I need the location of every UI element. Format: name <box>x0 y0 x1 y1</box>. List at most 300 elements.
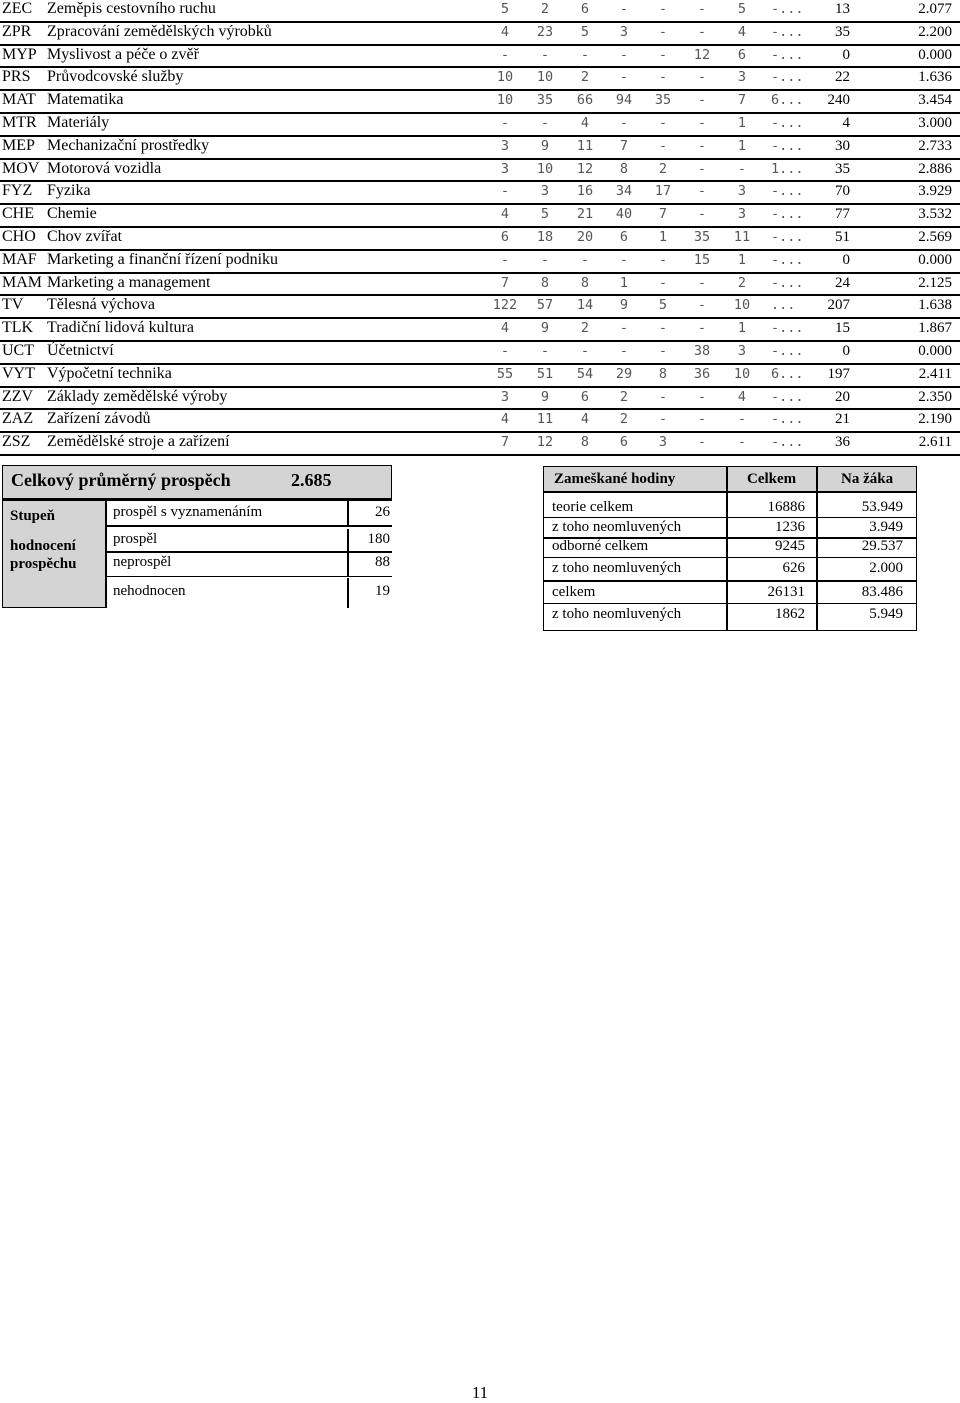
absence-row-label: z toho neomluvených <box>552 606 682 622</box>
grade-count: -... <box>771 1 804 17</box>
grade-count: - <box>697 206 707 223</box>
grade-count: - <box>697 434 707 451</box>
grade-count: - <box>697 274 707 291</box>
subject-code: ZAZ <box>2 410 34 428</box>
subject-row <box>0 137 960 160</box>
grade-count: 4 <box>500 320 510 337</box>
grade-count: - <box>697 137 707 154</box>
prospech-row-label: prospěl s vyznamenáním <box>113 504 263 520</box>
subject-name: Matematika <box>47 91 124 109</box>
grade-count: -... <box>771 342 804 359</box>
grade-count: 5 <box>580 23 590 40</box>
grade-count: 1 <box>737 251 747 268</box>
grade-count: 51 <box>536 365 554 382</box>
subject-count: 22 <box>835 69 850 86</box>
grade-count: 4 <box>500 411 510 428</box>
grade-count: 4 <box>580 114 590 131</box>
absence-row-label: celkem <box>552 584 596 600</box>
grade-count: 11 <box>576 137 594 154</box>
subject-name: Mechanizační prostředky <box>47 136 210 154</box>
grade-count: 10 <box>536 69 554 86</box>
prospech-row-value: 88 <box>375 554 390 570</box>
grade-count: 9 <box>540 320 550 337</box>
subject-count: 0 <box>842 46 850 63</box>
grade-count: 3 <box>737 206 747 223</box>
absence-row-label: z toho neomluvených <box>552 560 682 576</box>
grade-count: 6 <box>500 228 510 245</box>
prospech-row-label: nehodnocen <box>113 583 186 599</box>
grade-count: - <box>697 320 707 337</box>
subject-code: VYT <box>2 364 35 382</box>
grade-count: 6 <box>619 228 629 245</box>
grade-count: -... <box>771 69 804 86</box>
subject-row <box>0 0 960 23</box>
grade-count: 66 <box>576 92 594 109</box>
grade-count: 15 <box>693 251 711 268</box>
subject-row <box>0 410 960 433</box>
grade-count: - <box>658 388 668 405</box>
subject-name: Marketing a finanční řízení podniku <box>47 250 279 268</box>
grade-count: 6 <box>737 46 747 63</box>
prospech-label-1: Stupeň <box>10 508 56 524</box>
absence-row-total: 626 <box>782 560 805 576</box>
grade-count: 10 <box>536 160 554 177</box>
grade-count: 3 <box>500 137 510 154</box>
absence-header-total: Celkem <box>747 471 797 487</box>
absence-row-per: 5.949 <box>869 606 903 622</box>
subject-average: 2.611 <box>918 434 952 451</box>
subject-name: Průvodcovské služby <box>47 68 184 86</box>
subject-code: ZZV <box>2 387 34 405</box>
grade-count: 2 <box>540 1 550 17</box>
grade-count: 6 <box>580 1 590 17</box>
subject-name: Zpracování zemědělských výrobků <box>47 22 272 40</box>
grade-count: - <box>697 92 707 109</box>
grade-count: -... <box>771 274 804 291</box>
prospech-row-label: prospěl <box>113 531 158 547</box>
grade-count: -... <box>771 411 804 428</box>
grade-count: 4 <box>580 411 590 428</box>
subject-code: MAM <box>2 273 43 291</box>
subject-row <box>0 433 960 456</box>
grade-count: 1 <box>658 228 668 245</box>
grade-count: 8 <box>580 434 590 451</box>
subject-code: MOV <box>2 159 40 177</box>
subject-average: 1.867 <box>918 320 952 337</box>
subject-count: 0 <box>842 342 850 359</box>
grade-count: 17 <box>654 183 672 200</box>
grade-count: - <box>658 69 668 86</box>
absence-row-per: 83.486 <box>861 584 903 600</box>
grade-count: 94 <box>615 92 633 109</box>
grade-count: 21 <box>576 206 594 223</box>
subject-code: MAT <box>2 91 36 109</box>
subject-code: MTR <box>2 113 37 131</box>
grade-count: 3 <box>737 183 747 200</box>
prospech-row <box>107 553 392 577</box>
subject-code: MYP <box>2 45 37 63</box>
prospech-label-2: hodnocení prospěchu <box>10 538 77 572</box>
grade-count: 7 <box>658 206 668 223</box>
subject-count: 70 <box>835 183 850 200</box>
absence-header-per: Na žáka <box>841 471 894 487</box>
grade-count: - <box>658 114 668 131</box>
subject-code: MEP <box>2 136 35 154</box>
grade-count: - <box>697 411 707 428</box>
grade-count: 7 <box>619 137 629 154</box>
subject-average: 3.532 <box>918 206 952 223</box>
subject-count: 36 <box>835 434 850 451</box>
grade-count: 4 <box>737 23 747 40</box>
grade-count: - <box>619 320 629 337</box>
grade-count: -... <box>771 434 804 451</box>
absence-row-label: z toho neomluvených <box>552 519 682 535</box>
subject-average: 3.454 <box>918 92 952 109</box>
grade-count: 12 <box>693 46 711 63</box>
grade-count: 18 <box>536 228 554 245</box>
subject-count: 24 <box>835 274 850 291</box>
grade-count: 40 <box>615 206 633 223</box>
subject-average: 2.886 <box>918 160 952 177</box>
absence-header <box>544 467 916 493</box>
grade-count: 2 <box>619 388 629 405</box>
grade-count: 1 <box>619 274 629 291</box>
grade-count: - <box>500 46 510 63</box>
grade-count: 6... <box>771 365 804 382</box>
grade-count: - <box>658 137 668 154</box>
subject-count: 4 <box>842 114 850 131</box>
subject-code: UCT <box>2 341 34 359</box>
grade-count: 35 <box>654 92 672 109</box>
prospech-row <box>107 578 392 608</box>
grade-count: - <box>540 251 550 268</box>
grade-count: ... <box>771 297 796 314</box>
grade-count: -... <box>771 46 804 63</box>
grade-count: 14 <box>576 297 594 314</box>
subject-name: Chov zvířat <box>47 227 123 245</box>
grade-count: 8 <box>540 274 550 291</box>
absence-row-total: 9245 <box>775 538 805 554</box>
prospech-row-label: neprospěl <box>113 554 172 570</box>
subject-average: 2.411 <box>918 365 952 382</box>
grade-count: 7 <box>737 92 747 109</box>
subject-average: 1.638 <box>918 297 952 314</box>
grade-count: - <box>697 388 707 405</box>
grade-count: 4 <box>500 206 510 223</box>
grade-count: 8 <box>580 274 590 291</box>
grade-count: - <box>658 342 668 359</box>
subject-code: CHO <box>2 227 36 245</box>
grade-count: - <box>619 1 629 17</box>
grade-count: 5 <box>737 1 747 17</box>
grade-count: 5 <box>658 297 668 314</box>
grade-count: 9 <box>540 388 550 405</box>
subject-name: Tělesná výchova <box>47 296 155 314</box>
grade-count: 16 <box>576 183 594 200</box>
subject-average: 2.569 <box>918 228 952 245</box>
subject-count: 0 <box>842 251 850 268</box>
subject-row <box>0 296 960 319</box>
subject-name: Marketing a management <box>47 273 211 291</box>
prospech-row-value: 19 <box>375 583 390 599</box>
grade-count: 36 <box>693 365 711 382</box>
grade-count: 29 <box>615 365 633 382</box>
grade-count: - <box>540 114 550 131</box>
subject-average: 2.077 <box>918 1 952 17</box>
subject-count: 13 <box>835 1 850 17</box>
grade-count: - <box>619 251 629 268</box>
grade-count: -... <box>771 137 804 154</box>
absence-row-total: 1236 <box>775 519 805 535</box>
grade-count: 6... <box>771 92 804 109</box>
grade-count: - <box>658 1 668 17</box>
grade-count: - <box>658 23 668 40</box>
subject-row <box>0 182 960 205</box>
grade-count: 35 <box>536 92 554 109</box>
subject-row <box>0 251 960 274</box>
grade-count: - <box>658 46 668 63</box>
subject-count: 207 <box>827 297 850 314</box>
subject-average: 0.000 <box>918 342 952 359</box>
grade-count: 3 <box>619 23 629 40</box>
subject-code: TV <box>2 296 24 314</box>
prospech-rows <box>105 501 392 608</box>
absence-row-total: 1862 <box>775 606 805 622</box>
subject-count: 77 <box>835 206 850 223</box>
grade-count: - <box>697 23 707 40</box>
grade-count: - <box>580 342 590 359</box>
grade-count: 34 <box>615 183 633 200</box>
grade-count: - <box>737 160 747 177</box>
grade-count: 6 <box>619 434 629 451</box>
subject-row <box>0 228 960 251</box>
subject-code: ZEC <box>2 0 33 17</box>
grade-count: 55 <box>496 365 514 382</box>
grade-count: - <box>658 251 668 268</box>
prospech-row <box>107 501 392 527</box>
prospech-row-value: 26 <box>375 504 390 520</box>
grade-count: 8 <box>619 160 629 177</box>
subject-code: ZPR <box>2 22 32 40</box>
subject-count: 21 <box>835 411 850 428</box>
grade-count: 23 <box>536 23 554 40</box>
subject-code: ZSZ <box>2 433 31 451</box>
subject-code: PRS <box>2 68 31 86</box>
grade-count: - <box>580 251 590 268</box>
subject-average: 2.200 <box>918 23 952 40</box>
grade-count: - <box>697 160 707 177</box>
grade-count: - <box>500 342 510 359</box>
grade-count: 1 <box>737 137 747 154</box>
grade-count: -... <box>771 228 804 245</box>
grade-count: 2 <box>737 274 747 291</box>
grade-count: 1 <box>737 320 747 337</box>
grade-count: 6 <box>580 388 590 405</box>
subject-count: 35 <box>835 23 850 40</box>
grade-count: -... <box>771 388 804 405</box>
grade-count: 4 <box>500 23 510 40</box>
absence-row-label: odborné celkem <box>552 538 649 554</box>
absence-header-label: Zameškané hodiny <box>554 471 676 487</box>
grade-count: 122 <box>492 297 518 314</box>
grade-count: 3 <box>500 388 510 405</box>
absence-row-per: 2.000 <box>869 560 903 576</box>
grade-count: - <box>697 183 707 200</box>
grade-count: 9 <box>540 137 550 154</box>
subject-average: 3.929 <box>918 183 952 200</box>
grade-count: - <box>619 69 629 86</box>
absence-row-per: 53.949 <box>861 499 903 515</box>
grade-count: - <box>658 274 668 291</box>
subject-name: Zařízení závodů <box>47 410 151 428</box>
grade-count: - <box>697 1 707 17</box>
grade-count: - <box>737 411 747 428</box>
subject-row <box>0 23 960 46</box>
prospech-title: Celkový průměrný prospěch <box>11 470 231 490</box>
subject-average: 2.733 <box>918 137 952 154</box>
grade-count: 3 <box>737 342 747 359</box>
subject-code: CHE <box>2 205 34 223</box>
subjects-table <box>0 0 960 456</box>
grade-count: -... <box>771 183 804 200</box>
subject-row <box>0 91 960 114</box>
subject-count: 20 <box>835 388 850 405</box>
absence-row-total: 26131 <box>767 584 805 600</box>
subject-name: Myslivost a péče o zvěř <box>47 45 199 63</box>
absence-table <box>543 466 917 631</box>
page-number: 11 <box>471 1383 489 1402</box>
grade-count: - <box>500 183 510 200</box>
grade-count: 7 <box>500 274 510 291</box>
subject-row <box>0 388 960 411</box>
subject-name: Materiály <box>47 113 110 131</box>
subject-name: Zemědělské stroje a zařízení <box>47 433 230 451</box>
subject-row <box>0 205 960 228</box>
grade-count: 1... <box>771 160 804 177</box>
absence-row-per: 3.949 <box>869 519 903 535</box>
subject-name: Chemie <box>47 205 97 223</box>
grade-count: - <box>658 320 668 337</box>
subject-code: FYZ <box>2 182 33 200</box>
grade-count: 3 <box>500 160 510 177</box>
subject-row <box>0 114 960 137</box>
grade-count: 10 <box>733 297 751 314</box>
grade-count: 5 <box>540 206 550 223</box>
grade-count: 10 <box>496 92 514 109</box>
grade-count: -... <box>771 23 804 40</box>
subject-average: 0.000 <box>918 251 952 268</box>
grade-count: 4 <box>737 388 747 405</box>
grade-count: - <box>697 297 707 314</box>
absence-row-per: 29.537 <box>861 538 903 554</box>
subject-average: 1.636 <box>918 69 952 86</box>
grade-count: 2 <box>619 411 629 428</box>
absence-row <box>544 559 916 581</box>
prospech-row-value: 180 <box>367 531 390 547</box>
prospech-box <box>2 465 392 608</box>
subject-name: Fyzika <box>47 182 91 200</box>
subject-row <box>0 319 960 342</box>
grade-count: 7 <box>500 434 510 451</box>
subject-code: TLK <box>2 319 34 337</box>
subject-code: MAF <box>2 250 37 268</box>
grade-count: - <box>580 46 590 63</box>
grade-count: - <box>500 251 510 268</box>
grade-count: - <box>619 342 629 359</box>
absence-row-total: 16886 <box>767 499 805 515</box>
grade-count: 2 <box>580 69 590 86</box>
prospech-value: 2.685 <box>291 470 332 490</box>
subject-count: 15 <box>835 320 850 337</box>
subject-average: 2.125 <box>918 274 952 291</box>
prospech-row <box>107 529 392 553</box>
subject-row <box>0 342 960 365</box>
absence-row-label: teorie celkem <box>552 499 634 515</box>
subject-name: Tradiční lidová kultura <box>47 319 194 337</box>
subject-count: 35 <box>835 160 850 177</box>
grade-count: - <box>540 342 550 359</box>
grade-count: - <box>658 411 668 428</box>
subject-row <box>0 365 960 388</box>
grade-count: - <box>697 69 707 86</box>
subject-name: Účetnictví <box>47 341 114 359</box>
subject-average: 3.000 <box>918 114 952 131</box>
grade-count: 8 <box>658 365 668 382</box>
grade-count: 11 <box>536 411 554 428</box>
grade-count: 35 <box>693 228 711 245</box>
absence-row <box>544 537 916 559</box>
grade-count: -... <box>771 114 804 131</box>
grade-count: 10 <box>733 365 751 382</box>
grade-count: 38 <box>693 342 711 359</box>
grade-count: 5 <box>500 1 510 17</box>
subject-name: Motorová vozidla <box>47 159 162 177</box>
grade-count: 3 <box>540 183 550 200</box>
subject-name: Zeměpis cestovního ruchu <box>47 0 216 17</box>
grade-count: 20 <box>576 228 594 245</box>
subject-average: 0.000 <box>918 46 952 63</box>
grade-count: -... <box>771 251 804 268</box>
grade-count: 2 <box>580 320 590 337</box>
subject-row <box>0 160 960 183</box>
absence-row <box>544 583 916 605</box>
grade-count: -... <box>771 206 804 223</box>
grade-count: 10 <box>496 69 514 86</box>
grade-count: 12 <box>576 160 594 177</box>
subject-count: 30 <box>835 137 850 154</box>
grade-count: - <box>500 114 510 131</box>
subject-row <box>0 68 960 91</box>
subject-row <box>0 46 960 69</box>
grade-count: - <box>619 114 629 131</box>
grade-count: 3 <box>737 69 747 86</box>
grade-count: - <box>619 46 629 63</box>
grade-count: 57 <box>536 297 554 314</box>
grade-count: 2 <box>658 160 668 177</box>
subject-average: 2.350 <box>918 388 952 405</box>
absence-row <box>544 605 916 627</box>
grade-count: 54 <box>576 365 594 382</box>
grade-count: 9 <box>619 297 629 314</box>
subject-row <box>0 274 960 297</box>
grade-count: 3 <box>658 434 668 451</box>
grade-count: 12 <box>536 434 554 451</box>
grade-count: - <box>737 434 747 451</box>
subject-name: Základy zemědělské výroby <box>47 387 228 405</box>
grade-count: 11 <box>733 228 751 245</box>
grade-count: - <box>697 114 707 131</box>
subject-count: 51 <box>835 228 850 245</box>
